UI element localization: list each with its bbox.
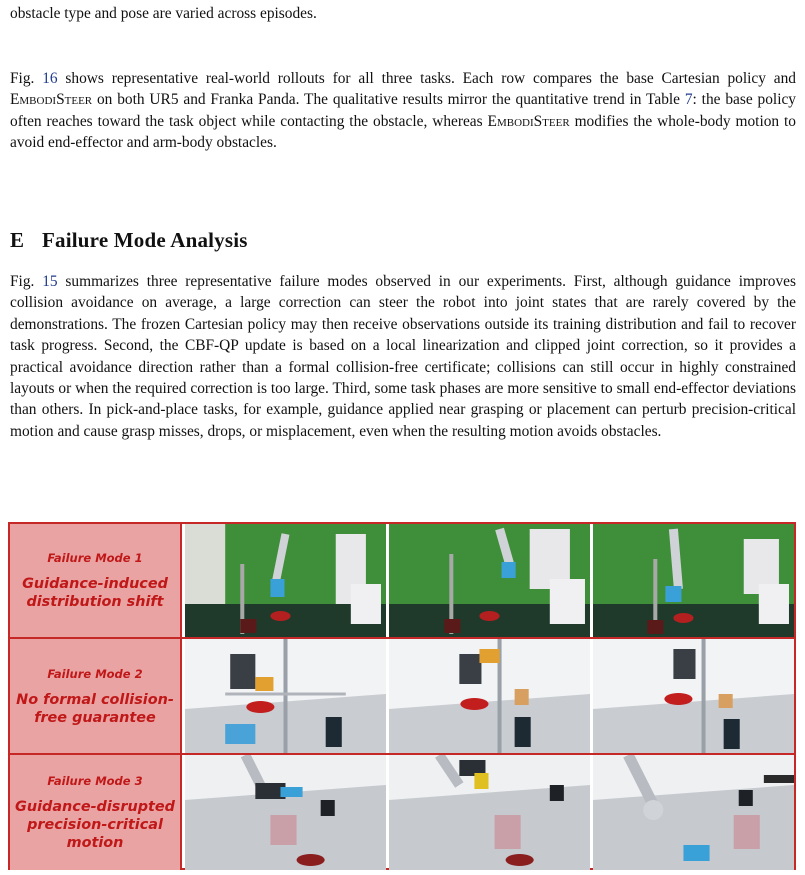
failure-mode-title: Failure Mode 2: [47, 667, 143, 681]
failure-mode-description: No formal collision-free guarantee: [16, 692, 174, 726]
failure-mode-title: Failure Mode 1: [47, 550, 143, 565]
paragraph-fig16: [10, 68, 796, 154]
text-segment: modifies the whole-body motion to avoid end-effector and arm-body obstacles.: [10, 112, 797, 152]
paragraph-failure-modes: [10, 271, 796, 442]
rollout-photo: [593, 639, 794, 755]
table-ref-link[interactable]: 7: [684, 91, 693, 109]
section-title: Failure Mode Analysis: [42, 228, 248, 252]
paragraph-continued: obstacle type and pose are varied across episodes.: [10, 5, 317, 22]
figure-ref-link[interactable]: 16: [42, 70, 58, 87]
figure-ref-link[interactable]: 15: [42, 273, 58, 290]
row-label: [10, 524, 182, 637]
figure-row-failure-mode-3: [10, 753, 794, 870]
photo-strip: [182, 755, 794, 870]
text-segment: : the base policy often reaches toward the task object while contacting the obstacle, whereas: [10, 91, 796, 130]
fig-prefix: Fig.: [10, 70, 43, 87]
text-segment: shows representative real-world rollouts for all three tasks. Each row compares the base Cartesian policy and: [57, 70, 796, 87]
figure-row-failure-mode-1: [10, 524, 794, 637]
failure-mode-description: Guidance-induced distribution shift: [22, 575, 168, 610]
section-number: E: [10, 228, 25, 252]
rollout-photo: [389, 755, 590, 870]
failure-mode-title: Failure Mode 3: [47, 773, 143, 788]
rollout-photo: [185, 639, 386, 755]
rollout-photo: [593, 524, 794, 637]
row-label: [10, 639, 182, 755]
text-segment: summarizes three representative failure modes observed in our experiments. First, although guidance improves collision avoidance on average, a large correction can steer the robot into joint states that are rarely covered by the demonstrations. The frozen Cartesian policy may then receive observations outside its training distribution and fail to recover task progress. Second, the CBF-QP update is based on a local linearization and clipped joint correction, so it provides a practical avoidance direction rather than a formal collision-free certificate; collisions can still occur in highly constrained layouts or when the required correction is too large. Third, some task phases are more sensitive to small end-effector deviations than others. In pick-and-place tasks, for example, guidance applied near grasping or placement can perturb precision-critical motion and cause grasp misses, drops, or misplacement, even when the resulting motion avoids obstacles.: [10, 273, 796, 440]
rollout-photo: [389, 639, 590, 755]
rollout-photo: [185, 755, 386, 870]
row-label: [10, 755, 182, 870]
fig-prefix: Fig.: [10, 273, 43, 290]
rollout-photo: [185, 524, 386, 637]
text-segment: on both UR5 and Franka Panda. The qualitative results mirror the quantitative trend in Table: [92, 91, 685, 109]
method-name: EmbodiSteer: [10, 91, 93, 109]
method-name: EmbodiSteer: [487, 112, 570, 130]
failure-modes-figure: [8, 522, 796, 870]
photo-strip: [182, 639, 794, 755]
figure-row-failure-mode-2: [10, 637, 794, 755]
rollout-photo: [389, 524, 590, 637]
failure-mode-description: Guidance-disrupted precision-critical motion: [15, 798, 175, 851]
photo-strip: [182, 524, 794, 637]
section-heading: [10, 228, 248, 253]
rollout-photo: [593, 755, 794, 870]
